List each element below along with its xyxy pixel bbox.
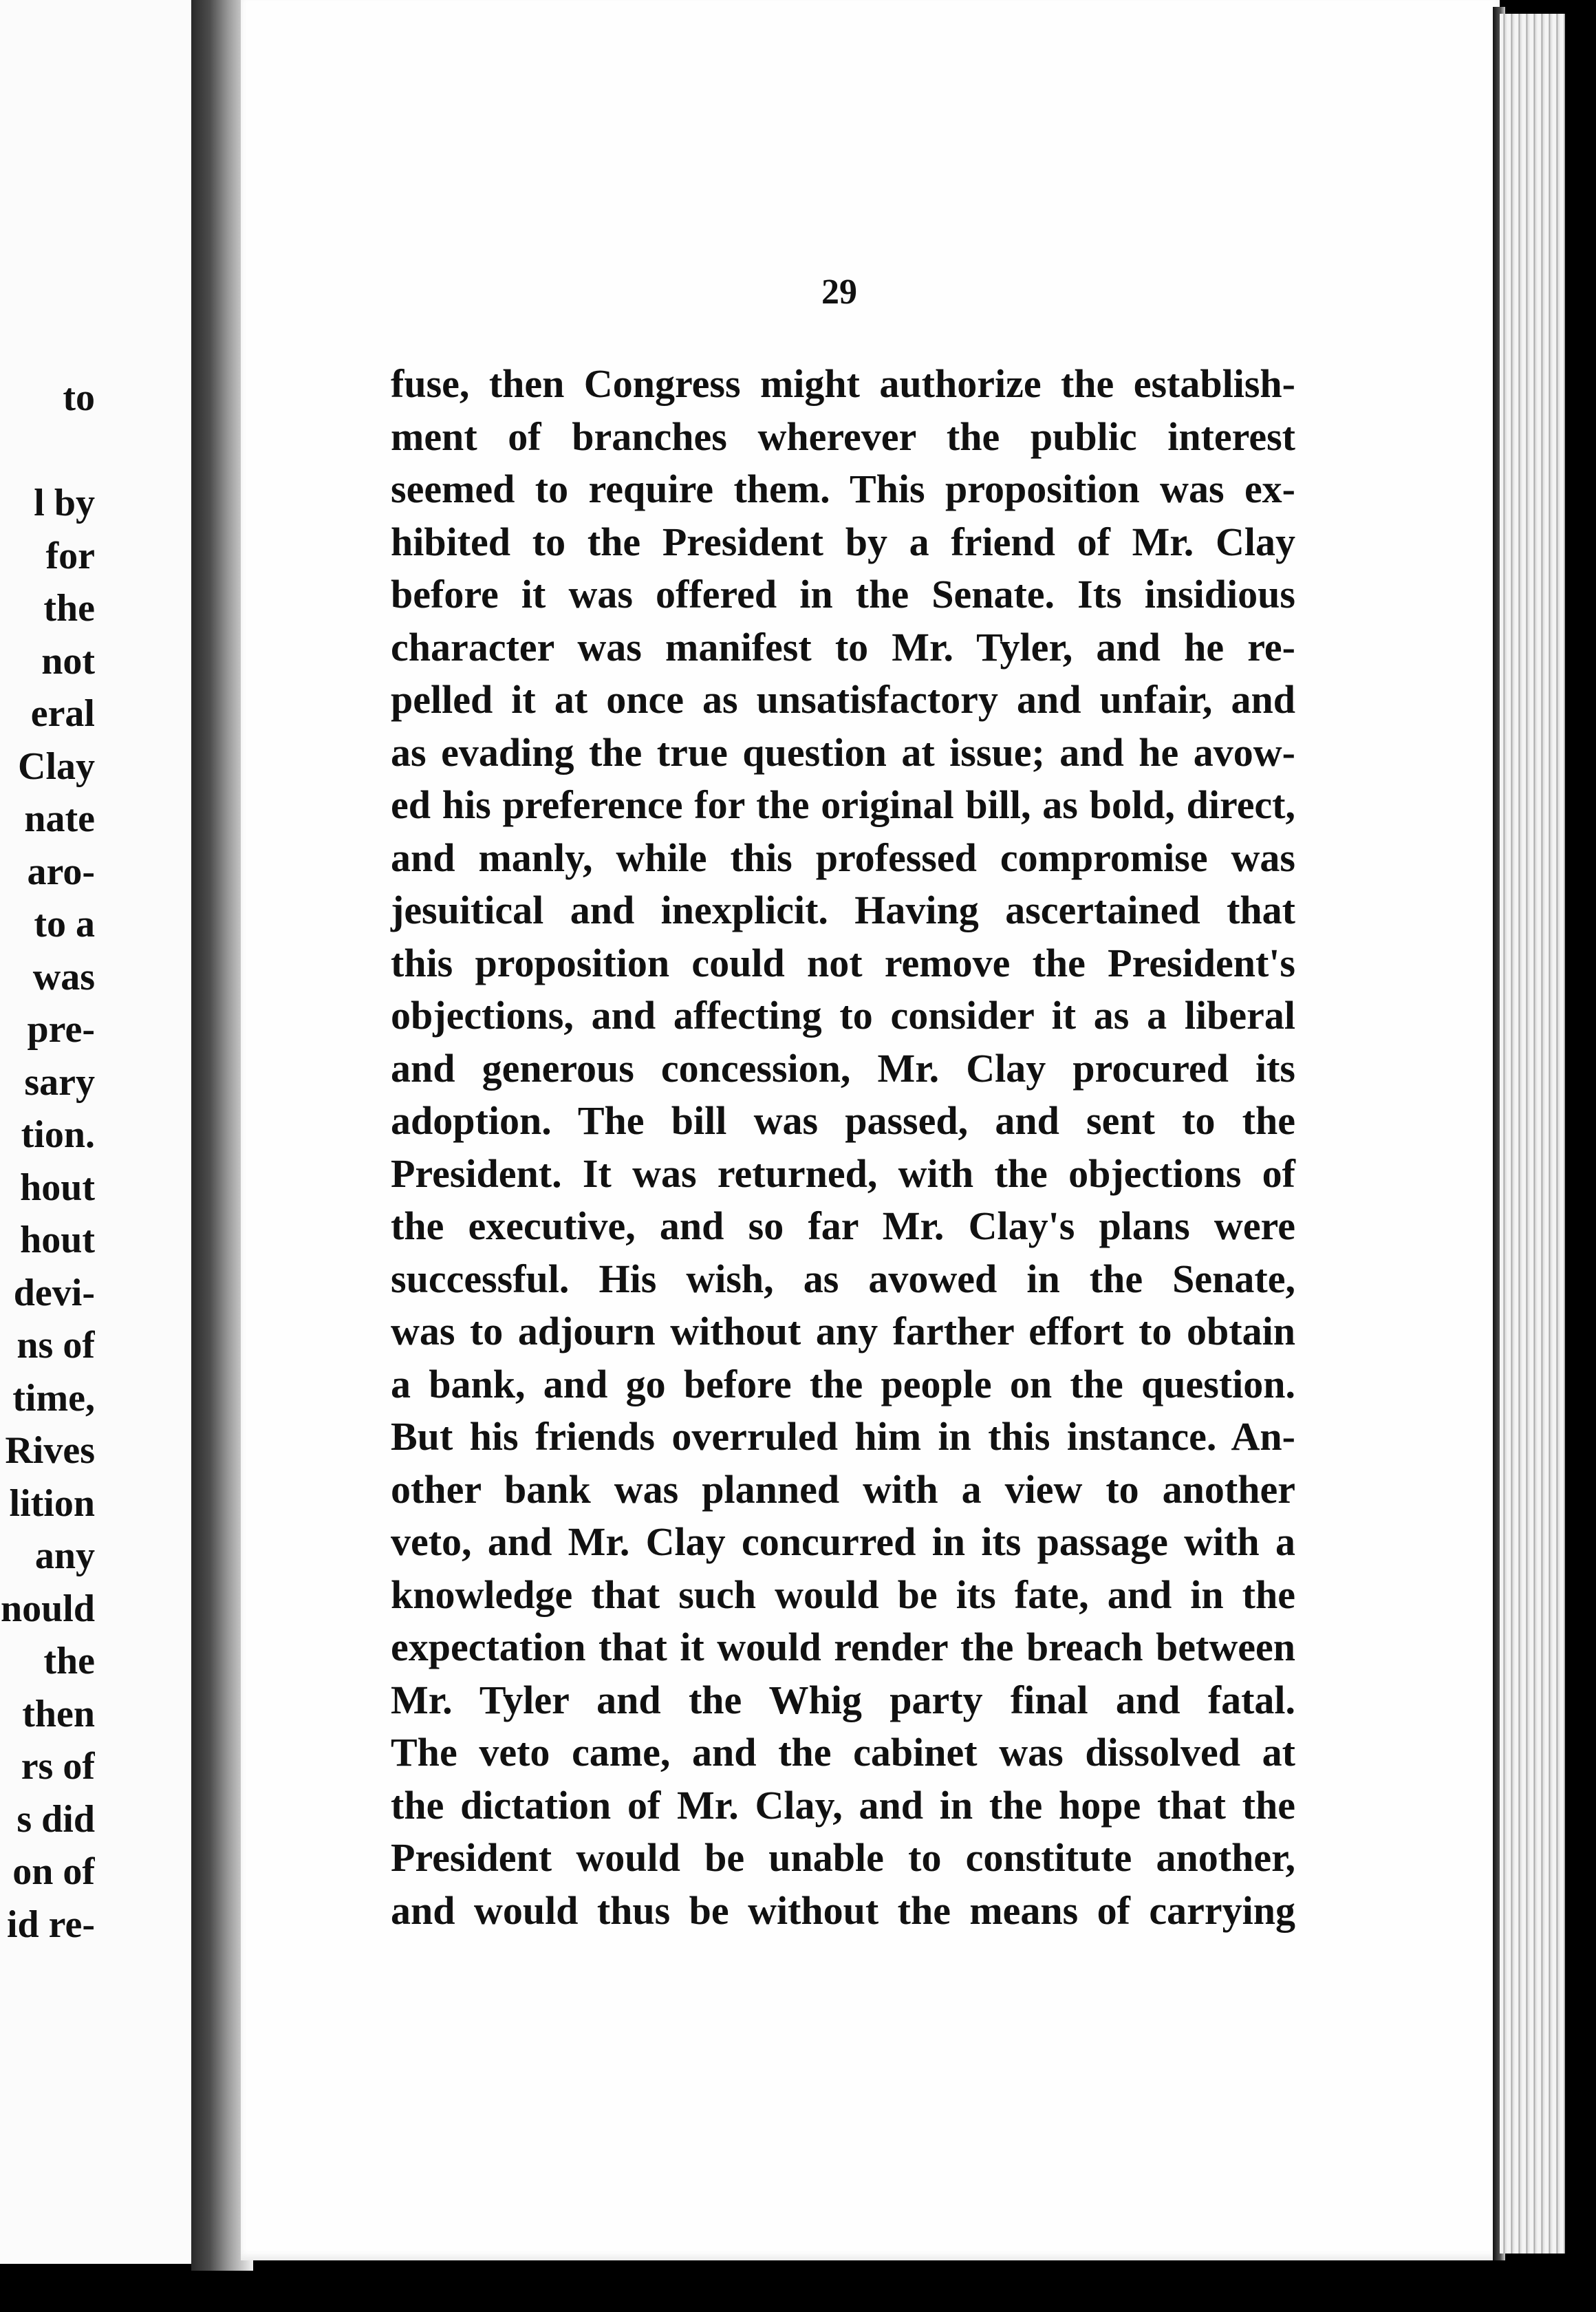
text-line: this proposition could not remove the President's bbox=[391, 940, 1295, 985]
text-line: the dictation of Mr. Clay, and in the hope that the bbox=[391, 1782, 1295, 1828]
facing-page-line: pre- bbox=[27, 1008, 95, 1051]
text-line: seemed to require them. This proposition was ex- bbox=[391, 467, 1295, 511]
facing-page-line: nould bbox=[1, 1587, 95, 1630]
text-line: hibited to the President by a friend of Mr. Clay bbox=[391, 519, 1295, 564]
text-line: adoption. The bill was passed, and sent to the bbox=[391, 1098, 1295, 1143]
text-line: expectation that it would render the breach between bbox=[391, 1625, 1295, 1669]
facing-page-line: time, bbox=[12, 1376, 95, 1420]
facing-page-line: Rives bbox=[5, 1429, 95, 1472]
facing-page-line: lition bbox=[9, 1481, 95, 1525]
text-line: successful. His wish, as avowed in the Senate, bbox=[391, 1256, 1295, 1301]
text-line: before it was offered in the Senate. Its insidious bbox=[391, 572, 1295, 617]
facing-page bbox=[0, 0, 200, 2264]
facing-page-line: the bbox=[43, 587, 95, 630]
facing-page-line: to bbox=[63, 376, 95, 419]
text-line: knowledge that such would be its fate, and in the bbox=[391, 1572, 1295, 1617]
facing-page-line: to a bbox=[34, 903, 95, 945]
facing-page-line: rs of bbox=[21, 1745, 95, 1788]
facing-page-line: for bbox=[45, 534, 95, 577]
text-line: and would thus be without the means of carrying bbox=[391, 1887, 1295, 1933]
facing-page-line: ns of bbox=[17, 1324, 95, 1367]
facing-page-line: any bbox=[34, 1534, 95, 1577]
page-fore-edge bbox=[1500, 14, 1565, 2254]
facing-page-line: nate bbox=[24, 798, 95, 840]
text-line: was to adjourn without any farther effort to obtain bbox=[391, 1309, 1295, 1353]
facing-page-line bbox=[0, 425, 95, 478]
text-line: But his friends overruled him in this instance. An- bbox=[391, 1414, 1295, 1459]
text-line: President would be unable to constitute another, bbox=[391, 1835, 1295, 1880]
text-line: ment of branches wherever the public interest bbox=[391, 414, 1295, 459]
facing-page-line: tion. bbox=[21, 1113, 95, 1156]
body-text bbox=[391, 358, 1295, 1937]
text-line: other bank was planned with a view to another bbox=[391, 1466, 1295, 1512]
text-line: a bank, and go before the people on the question. bbox=[391, 1361, 1295, 1406]
facing-page-line: hout bbox=[20, 1219, 95, 1261]
facing-page-line: the bbox=[43, 1640, 95, 1682]
facing-page-line: hout bbox=[20, 1166, 95, 1209]
page-number: 29 bbox=[821, 272, 857, 312]
text-line: veto, and Mr. Clay concurred in its passage with a bbox=[391, 1519, 1295, 1564]
facing-page-line: s did bbox=[17, 1797, 95, 1841]
text-line: jesuitical and inexplicit. Having ascertained that bbox=[391, 888, 1295, 932]
text-line: and manly, while this professed compromise was bbox=[391, 835, 1295, 880]
text-line: and generous concession, Mr. Clay procured its bbox=[391, 1045, 1295, 1091]
facing-page-text bbox=[0, 372, 95, 1951]
facing-page-line: aro- bbox=[27, 850, 95, 893]
text-line: as evading the true question at issue; and he avow- bbox=[391, 729, 1295, 775]
facing-page-line: was bbox=[32, 955, 95, 998]
text-line: The veto came, and the cabinet was dissolved at bbox=[391, 1730, 1295, 1775]
facing-page-line: l by bbox=[34, 482, 95, 524]
text-line: President. It was returned, with the objections of bbox=[391, 1150, 1295, 1196]
facing-page-line: eral bbox=[30, 692, 95, 735]
text-line: ed his preference for the original bill, as bold, direct, bbox=[391, 782, 1295, 827]
text-line: fuse, then Congress might authorize the establish- bbox=[391, 361, 1295, 406]
text-line: Mr. Tyler and the Whig party final and fatal. bbox=[391, 1677, 1295, 1722]
facing-page-line: Clay bbox=[18, 745, 95, 788]
facing-page-line: then bbox=[22, 1692, 95, 1735]
facing-page-line: not bbox=[41, 639, 95, 683]
facing-page-line: id re- bbox=[6, 1903, 95, 1946]
text-line: the executive, and so far Mr. Clay's plans were bbox=[391, 1203, 1295, 1248]
text-line: objections, and affecting to consider it as a liberal bbox=[391, 993, 1295, 1038]
facing-page-line: devi- bbox=[13, 1271, 95, 1314]
text-line: character was manifest to Mr. Tyler, and he re- bbox=[391, 624, 1295, 670]
facing-page-line: sary bbox=[24, 1060, 95, 1104]
facing-page-line: on of bbox=[12, 1850, 95, 1893]
text-line: pelled it at once as unsatisfactory and unfair, and bbox=[391, 677, 1295, 722]
